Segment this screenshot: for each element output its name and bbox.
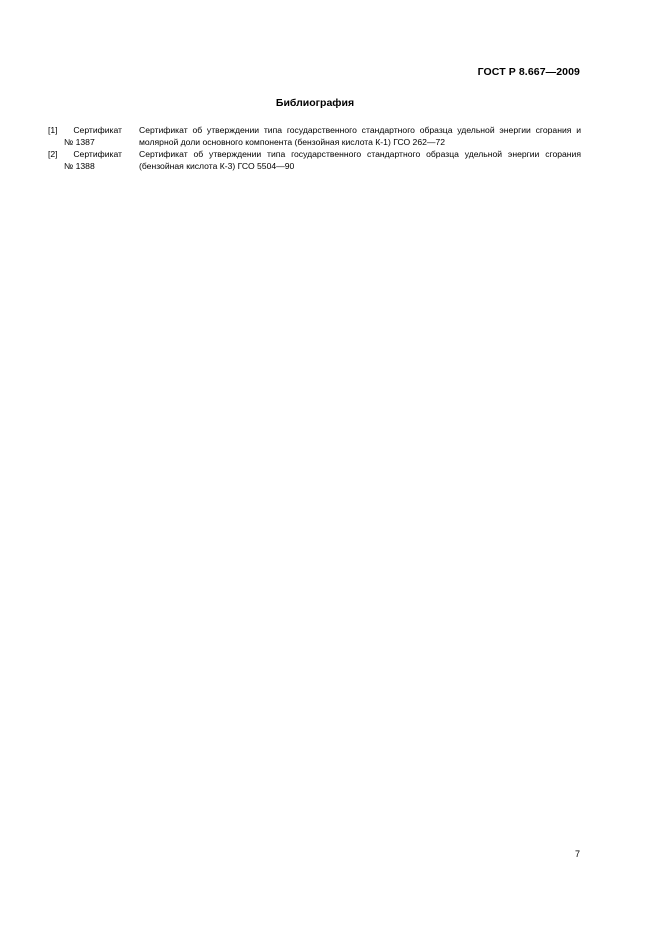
bibliography-entry — [48, 124, 581, 148]
document-code: ГОСТ Р 8.667—2009 — [477, 66, 580, 78]
bibliography-entry — [48, 148, 581, 172]
entry-number: [1] — [48, 125, 58, 135]
entry-ref-id: № 1387 — [64, 137, 95, 147]
page-number: 7 — [574, 849, 580, 859]
entry-ref-word: Сертификат — [73, 125, 122, 135]
entry-ref-id: № 1388 — [64, 161, 95, 171]
bibliography-title: Библиография — [275, 97, 355, 109]
entry-text: Сертификат об утверждении типа государственного стандартного образца удельной энергии сгорания и молярной доли основного компонента (бензойная кислота К-1) ГСО 262—72 — [139, 125, 581, 147]
bibliography-reference — [48, 124, 139, 148]
bibliography-list — [48, 124, 581, 172]
entry-number: [2] — [48, 149, 58, 159]
bibliography-reference — [48, 148, 139, 172]
entry-text: Сертификат об утверждении типа государственного стандартного образца удельной энергии сгорания (бензойная кислота К-3) ГСО 5504—90 — [139, 149, 581, 171]
entry-ref-word: Сертификат — [73, 149, 122, 159]
